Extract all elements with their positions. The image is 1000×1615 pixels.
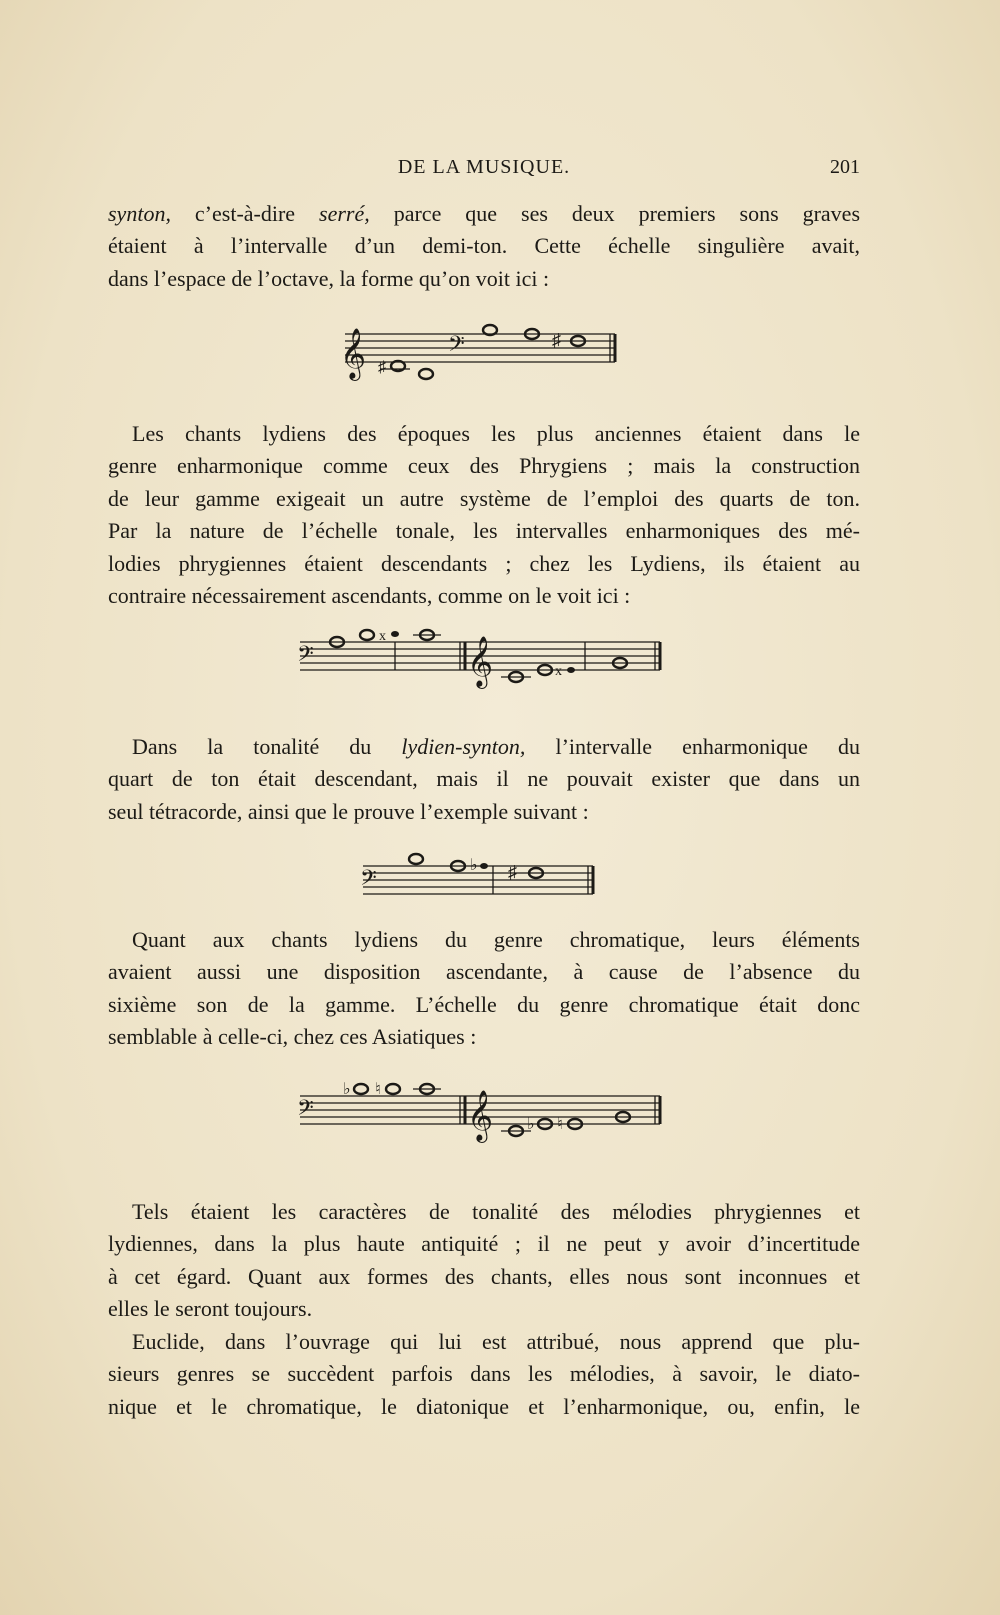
text-line: elles le seront toujours. bbox=[108, 1296, 313, 1322]
flat-icon: ♭ bbox=[470, 857, 478, 874]
text-line: lodies phrygiennes étaient descendants ; chez les Lydiens, ils étaient au bbox=[108, 550, 860, 576]
text-line: Tels étaient les caractères de tonalité des mélodies phrygiennes et bbox=[132, 1199, 860, 1224]
music-example-3 bbox=[358, 852, 598, 904]
quarter-tone-note bbox=[480, 863, 488, 869]
text-line: seul tétracorde, ainsi que le prouve l’exemple suivant : bbox=[108, 798, 589, 824]
text-line: Les chants lydiens des époques les plus anciennes étaient dans le bbox=[132, 421, 860, 446]
treble-clef-icon: 𝄞 bbox=[467, 1090, 494, 1141]
natural-icon: ♮ bbox=[375, 1082, 381, 1098]
double-sharp-icon: x bbox=[555, 664, 562, 679]
paragraph-2 bbox=[108, 418, 860, 612]
quarter-tone-note bbox=[391, 631, 399, 637]
music-example-1 bbox=[340, 322, 620, 390]
text-line: semblable à celle-ci, chez ces Asiatiques : bbox=[108, 1024, 477, 1050]
music-example-4 bbox=[295, 1082, 665, 1162]
paragraph-3 bbox=[108, 731, 860, 828]
text-line: synton, c’est-à-dire serré, parce que ses deux premiers sons graves bbox=[108, 201, 861, 226]
text-line: Par la nature de l’échelle tonale, les intervalles enharmoniques des mé- bbox=[108, 518, 860, 544]
whole-note bbox=[386, 1084, 400, 1094]
sharp-icon: ♯ bbox=[508, 862, 517, 882]
bass-clef-icon: 𝄢 bbox=[360, 866, 377, 896]
flat-icon: ♭ bbox=[527, 1116, 535, 1133]
whole-note bbox=[409, 854, 423, 864]
page-number: 201 bbox=[830, 156, 860, 178]
text-line: sixième son de la gamme. L’échelle du genre chromatique était donc bbox=[108, 991, 860, 1017]
text-line: étaient à l’intervalle d’un demi-ton. Cette échelle singulière avait, bbox=[108, 233, 860, 259]
sharp-icon: ♯ bbox=[552, 330, 561, 350]
quarter-tone-note bbox=[567, 667, 575, 673]
text-line: genre enharmonique comme ceux des Phrygiens ; mais la construction bbox=[108, 453, 860, 479]
whole-note bbox=[360, 630, 374, 640]
flat-icon: ♭ bbox=[343, 1082, 351, 1098]
term-synton: synton, bbox=[108, 201, 171, 226]
sharp-icon: ♯ bbox=[378, 359, 386, 376]
text-line: nique et le chromatique, le diatonique et l’enharmonique, ou, enfin, le bbox=[108, 1393, 860, 1419]
term-serre: serré, bbox=[319, 201, 370, 226]
text-line: Quant aux chants lydiens du genre chromatique, leurs éléments bbox=[132, 927, 860, 952]
text-line: Euclide, dans l’ouvrage qui lui est attribué, nous apprend que plu- bbox=[132, 1329, 860, 1354]
text-line: Dans la tonalité du lydien-synton, l’intervalle enharmonique du bbox=[132, 734, 860, 759]
bass-clef-icon: 𝄢 bbox=[297, 1096, 314, 1126]
text-line: de leur gamme exigeait un autre système de l’emploi des quarts de ton. bbox=[108, 485, 860, 511]
double-sharp-icon: x bbox=[379, 629, 386, 644]
text-line: à cet égard. Quant aux formes des chants, elles nous sont inconnues et bbox=[108, 1263, 860, 1289]
text-line: avaient aussi une disposition ascendante, à cause de l’absence du bbox=[108, 959, 860, 985]
running-title: DE LA MUSIQUE. bbox=[397, 156, 571, 178]
treble-clef-icon: 𝄞 bbox=[340, 328, 367, 379]
text-line: contraire nécessairement ascendants, comme on le voit ici : bbox=[108, 583, 631, 609]
text-line: dans l’espace de l’octave, la forme qu’on voit ici : bbox=[108, 265, 550, 291]
paragraph-4 bbox=[108, 924, 860, 1054]
whole-note bbox=[354, 1084, 368, 1094]
natural-icon: ♮ bbox=[557, 1116, 563, 1133]
paragraph-5 bbox=[108, 1196, 860, 1326]
paragraph-6 bbox=[108, 1326, 860, 1423]
treble-clef-icon: 𝄞 bbox=[467, 636, 494, 687]
text-line: sieurs genres se succèdent parfois dans les mélodies, à savoir, le diato- bbox=[108, 1361, 860, 1387]
page-header bbox=[108, 156, 860, 186]
text-line: lydiennes, dans la plus haute antiquité ; il ne peut y avoir d’incertitude bbox=[108, 1231, 860, 1257]
bass-clef-icon: 𝄢 bbox=[448, 332, 465, 362]
term-lydien-synton: lydien-synton, bbox=[401, 734, 526, 759]
bass-clef-icon: 𝄢 bbox=[297, 642, 314, 672]
text-line: quart de ton était descendant, mais il ne pouvait exister que dans un bbox=[108, 766, 860, 792]
whole-note bbox=[419, 369, 433, 379]
music-example-2 bbox=[295, 628, 665, 708]
paragraph-1 bbox=[108, 198, 860, 295]
